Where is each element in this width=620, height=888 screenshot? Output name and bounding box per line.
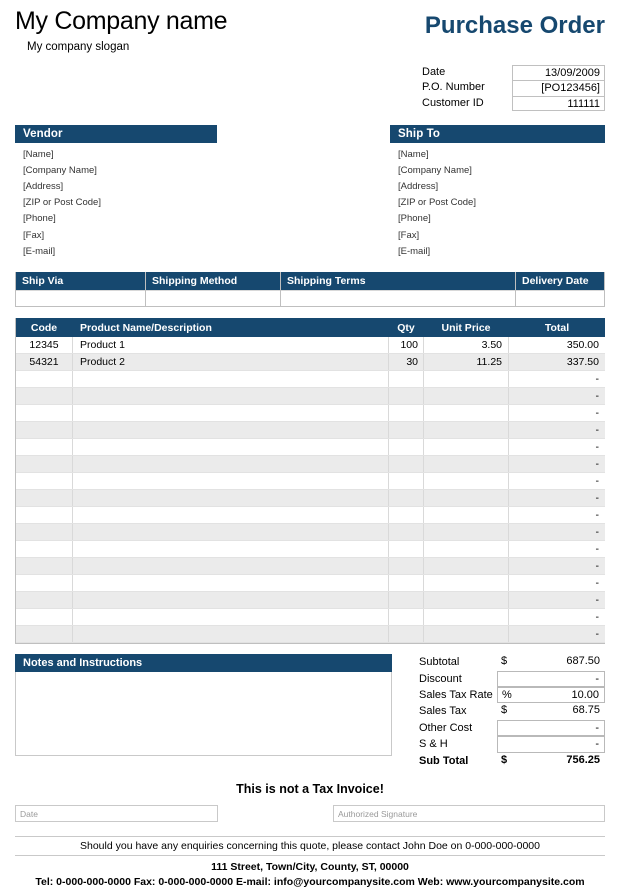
vendor-line-name[interactable]: [Name]	[23, 148, 54, 160]
totals-value-group-sales-tax-rate[interactable]	[497, 687, 605, 703]
vendor-panel	[15, 125, 217, 259]
cell-total[interactable]: 350.00	[566, 339, 599, 352]
table-row[interactable]	[16, 524, 605, 541]
cell-unit-price[interactable]	[424, 524, 509, 540]
totals-value-sales-tax-rate[interactable]: 10.00	[571, 689, 599, 702]
cell-unit-price[interactable]: 3.50	[424, 337, 509, 353]
cell-description[interactable]	[73, 405, 389, 421]
cell-description[interactable]: Product 1	[73, 337, 389, 353]
cell-total[interactable]: -	[595, 543, 599, 556]
totals-value-other-cost[interactable]: -	[595, 721, 599, 734]
cell-code[interactable]: 12345	[16, 337, 73, 353]
shipping-col-terms	[281, 272, 516, 307]
cell-unit-price[interactable]	[424, 626, 509, 642]
cell-code[interactable]	[16, 507, 73, 523]
totals-symbol-sales-tax: $	[501, 704, 508, 717]
cell-unit-price[interactable]	[424, 439, 509, 455]
cell-code[interactable]	[16, 541, 73, 557]
footer-enquiries-line: Should you have any enquiries concerning this quote, please contact John Doe on 0-000-000-0000	[15, 836, 605, 856]
notes-panel	[15, 654, 392, 769]
ship-to-line-name[interactable]: [Name]	[398, 148, 429, 160]
cell-description[interactable]	[73, 371, 389, 387]
table-row[interactable]	[16, 337, 605, 354]
vendor-panel-title: Vendor	[15, 125, 217, 143]
page-footer	[15, 836, 605, 888]
column-header-total: Total	[544, 321, 570, 334]
shipping-details-strip	[15, 272, 605, 307]
cell-unit-price[interactable]	[424, 422, 509, 438]
company-slogan: My company slogan	[27, 40, 130, 53]
totals-symbol-sub-total: $	[501, 753, 508, 766]
cell-description[interactable]	[73, 422, 389, 438]
totals-value-group-sales-tax	[497, 703, 605, 719]
line-items-table	[15, 318, 605, 644]
ship-via-input[interactable]	[16, 290, 145, 307]
cell-total[interactable]: -	[595, 424, 599, 437]
cell-code[interactable]	[16, 371, 73, 387]
cell-qty[interactable]	[389, 609, 424, 625]
ship-to-panel-body	[390, 143, 605, 259]
cell-description[interactable]	[73, 592, 389, 608]
authorized-signature-field[interactable]: Authorized Signature	[333, 805, 605, 822]
vendor-line-email[interactable]: [E-mail]	[23, 245, 56, 257]
cell-unit-price[interactable]	[424, 558, 509, 574]
totals-label-sales-tax: Sales Tax	[419, 705, 467, 718]
table-row[interactable]	[16, 422, 605, 439]
vendor-line-address[interactable]: [Address]	[23, 180, 64, 192]
cell-unit-price[interactable]	[424, 490, 509, 506]
cell-unit-price[interactable]	[424, 371, 509, 387]
cell-code[interactable]	[16, 456, 73, 472]
cell-unit-price[interactable]	[424, 388, 509, 404]
po-number-field[interactable]: [PO123456]	[512, 80, 605, 96]
shipping-header-method: Shipping Method	[146, 272, 280, 290]
cell-total[interactable]: -	[595, 390, 599, 403]
cell-description[interactable]	[73, 575, 389, 591]
totals-value-s-h[interactable]: -	[595, 738, 599, 751]
date-field[interactable]: 13/09/2009	[512, 65, 605, 81]
cell-qty[interactable]	[389, 473, 424, 489]
cell-unit-price[interactable]	[424, 473, 509, 489]
line-items-header	[16, 318, 605, 337]
meta-label-po-number: P.O. Number	[422, 81, 485, 93]
table-row[interactable]	[16, 626, 605, 643]
cell-code[interactable]	[16, 388, 73, 404]
totals-value-sub-total: 756.25	[566, 753, 600, 766]
vendor-panel-body	[15, 143, 217, 259]
meta-label-date: Date	[422, 65, 446, 78]
ship-to-line-phone[interactable]: [Phone]	[398, 213, 431, 225]
cell-description[interactable]	[73, 524, 389, 540]
customer-id-field[interactable]: 111111	[512, 96, 605, 112]
totals-value-group-s-h[interactable]	[497, 736, 605, 752]
cell-description[interactable]	[73, 507, 389, 523]
footer-address-line: 111 Street, Town/City, County, ST, 00000	[211, 861, 409, 874]
shipping-header-ship-via: Ship Via	[16, 272, 145, 290]
totals-value-discount[interactable]: -	[595, 672, 599, 685]
ship-to-line-company[interactable]: [Company Name]	[398, 164, 472, 176]
cell-total[interactable]: -	[595, 526, 599, 539]
ship-to-panel	[390, 125, 605, 259]
cell-total[interactable]: -	[595, 458, 599, 471]
column-header-qty: Qty	[389, 318, 424, 337]
totals-label-subtotal: Subtotal	[419, 656, 460, 669]
signature-row	[15, 805, 605, 822]
totals-row-sales-tax-rate	[419, 687, 605, 703]
cell-qty[interactable]: 30	[389, 354, 424, 370]
table-row[interactable]	[16, 354, 605, 371]
cell-code[interactable]	[16, 592, 73, 608]
table-row[interactable]	[16, 575, 605, 592]
table-row[interactable]	[16, 592, 605, 609]
table-row[interactable]	[16, 456, 605, 473]
cell-qty[interactable]	[389, 575, 424, 591]
notes-and-totals	[15, 654, 605, 769]
cell-code[interactable]	[16, 558, 73, 574]
shipping-col-ship-via	[16, 272, 146, 307]
cell-qty[interactable]	[389, 592, 424, 608]
cell-total[interactable]: -	[595, 492, 599, 505]
totals-row-subtotal	[419, 654, 605, 670]
cell-total[interactable]: -	[595, 441, 599, 454]
cell-qty[interactable]	[389, 422, 424, 438]
vendor-line-phone[interactable]: [Phone]	[23, 213, 56, 225]
totals-label-sales-tax-rate: Sales Tax Rate	[419, 689, 493, 702]
totals-label-sub-total: Sub Total	[419, 754, 469, 767]
company-block	[15, 8, 227, 53]
shipping-terms-input[interactable]	[281, 290, 515, 307]
column-header-unit-price: Unit Price	[424, 318, 509, 337]
cell-qty[interactable]: 100	[389, 337, 424, 353]
cell-unit-price[interactable]: 11.25	[424, 354, 509, 370]
totals-row-other-cost	[419, 720, 605, 736]
table-row[interactable]	[16, 371, 605, 388]
totals-symbol-discount	[498, 672, 518, 686]
cell-code[interactable]: 54321	[16, 354, 73, 370]
shipping-header-terms: Shipping Terms	[281, 272, 515, 290]
cell-qty[interactable]	[389, 439, 424, 455]
cell-qty[interactable]	[389, 490, 424, 506]
page-header	[15, 0, 605, 53]
totals-value-subtotal: 687.50	[566, 655, 600, 668]
ship-to-panel-title: Ship To	[390, 125, 605, 143]
delivery-date-input[interactable]	[516, 290, 604, 307]
cell-total[interactable]: -	[595, 560, 599, 573]
cell-code[interactable]	[16, 524, 73, 540]
meta-row-date	[420, 65, 605, 81]
line-items-body	[16, 337, 605, 643]
table-row[interactable]	[16, 405, 605, 422]
cell-description[interactable]	[73, 456, 389, 472]
cell-code[interactable]	[16, 626, 73, 642]
totals-label-s-h: S & H	[419, 738, 448, 751]
totals-symbol-subtotal: $	[501, 655, 508, 668]
totals-symbol-sales-tax-rate: %	[502, 689, 512, 702]
ship-to-line-address[interactable]: [Address]	[398, 180, 439, 192]
meta-label-customer-id: Customer ID	[422, 96, 484, 109]
cell-qty[interactable]	[389, 626, 424, 642]
cell-unit-price[interactable]	[424, 507, 509, 523]
cell-unit-price[interactable]	[424, 405, 509, 421]
cell-total[interactable]: -	[595, 373, 599, 386]
cell-qty[interactable]	[389, 507, 424, 523]
meta-row-po-number	[420, 80, 605, 96]
totals-value-group-other-cost[interactable]	[497, 720, 605, 736]
totals-label-discount: Discount	[419, 672, 462, 685]
vendor-line-fax[interactable]: [Fax]	[23, 229, 45, 241]
cell-description[interactable]	[73, 388, 389, 404]
cell-unit-price[interactable]	[424, 456, 509, 472]
cell-description[interactable]	[73, 626, 389, 642]
cell-unit-price[interactable]	[424, 609, 509, 625]
cell-code[interactable]	[16, 490, 73, 506]
table-row[interactable]	[16, 388, 605, 405]
cell-qty[interactable]	[389, 541, 424, 557]
ship-to-line-email[interactable]: [E-mail]	[398, 245, 431, 257]
table-row[interactable]	[16, 507, 605, 524]
totals-value-group-subtotal	[497, 654, 605, 670]
cell-total[interactable]: -	[595, 611, 599, 624]
notes-panel-title: Notes and Instructions	[15, 654, 392, 672]
shipping-col-method	[146, 272, 281, 307]
column-header-code: Code	[16, 318, 73, 337]
tax-invoice-notice: This is not a Tax Invoice!	[236, 782, 384, 797]
cell-code[interactable]	[16, 405, 73, 421]
cell-description[interactable]	[73, 490, 389, 506]
ship-to-line-fax[interactable]: [Fax]	[398, 229, 420, 241]
totals-row-discount	[419, 671, 605, 687]
cell-description[interactable]	[73, 558, 389, 574]
signature-date-field[interactable]: Date	[15, 805, 218, 822]
totals-label-other-cost: Other Cost	[419, 721, 473, 734]
notes-textarea[interactable]	[15, 672, 392, 756]
column-header-description: Product Name/Description	[73, 318, 389, 337]
cell-total[interactable]: -	[595, 509, 599, 522]
vendor-line-zip[interactable]: [ZIP or Post Code]	[23, 197, 101, 209]
cell-qty[interactable]	[389, 388, 424, 404]
cell-qty[interactable]	[389, 524, 424, 540]
cell-code[interactable]	[16, 575, 73, 591]
cell-qty[interactable]	[389, 405, 424, 421]
cell-description[interactable]	[73, 439, 389, 455]
cell-code[interactable]	[16, 439, 73, 455]
shipping-method-input[interactable]	[146, 290, 280, 307]
cell-total[interactable]: -	[595, 577, 599, 590]
table-row[interactable]	[16, 558, 605, 575]
shipping-header-delivery-date: Delivery Date	[516, 272, 604, 290]
cell-total[interactable]: -	[595, 594, 599, 607]
cell-total[interactable]: -	[595, 407, 599, 420]
ship-to-line-zip[interactable]: [ZIP or Post Code]	[398, 197, 476, 209]
cell-unit-price[interactable]	[424, 541, 509, 557]
company-name: My Company name	[15, 7, 228, 35]
cell-code[interactable]	[16, 473, 73, 489]
table-row[interactable]	[16, 541, 605, 558]
totals-symbol-s-h	[498, 737, 518, 751]
address-panels	[15, 125, 605, 259]
totals-value-group-sub-total	[497, 753, 605, 769]
cell-description[interactable]	[73, 609, 389, 625]
totals-row-sales-tax	[419, 703, 605, 719]
cell-total[interactable]: -	[595, 628, 599, 641]
order-meta-table	[420, 65, 605, 112]
table-row[interactable]	[16, 490, 605, 507]
table-row[interactable]	[16, 439, 605, 456]
cell-description[interactable]: Product 2	[73, 354, 389, 370]
shipping-col-delivery-date	[516, 272, 605, 307]
totals-symbol-other-cost	[498, 721, 518, 735]
totals-value-group-discount[interactable]	[497, 671, 605, 687]
cell-description[interactable]	[73, 473, 389, 489]
totals-row-s-h	[419, 736, 605, 752]
meta-row-customer-id	[420, 96, 605, 112]
cell-code[interactable]	[16, 422, 73, 438]
totals-row-sub-total	[419, 753, 605, 769]
cell-qty[interactable]	[389, 371, 424, 387]
cell-qty[interactable]	[389, 456, 424, 472]
table-row[interactable]	[16, 473, 605, 490]
footer-contact-line: Tel: 0-000-000-0000 Fax: 0-000-000-0000 E-mail: info@yourcompanysite.com Web: www.yourcompanysite.com	[35, 876, 585, 888]
totals-value-sales-tax: 68.75	[572, 704, 600, 717]
cell-description[interactable]	[73, 541, 389, 557]
cell-unit-price[interactable]	[424, 592, 509, 608]
page-title: Purchase Order	[424, 12, 605, 39]
vendor-line-company[interactable]: [Company Name]	[23, 164, 97, 176]
cell-unit-price[interactable]	[424, 575, 509, 591]
doc-title-block	[425, 8, 605, 40]
totals-panel	[419, 654, 605, 769]
cell-qty[interactable]	[389, 558, 424, 574]
cell-total[interactable]: -	[595, 475, 599, 488]
cell-total[interactable]: 337.50	[566, 356, 599, 369]
table-row[interactable]	[16, 609, 605, 626]
cell-code[interactable]	[16, 609, 73, 625]
